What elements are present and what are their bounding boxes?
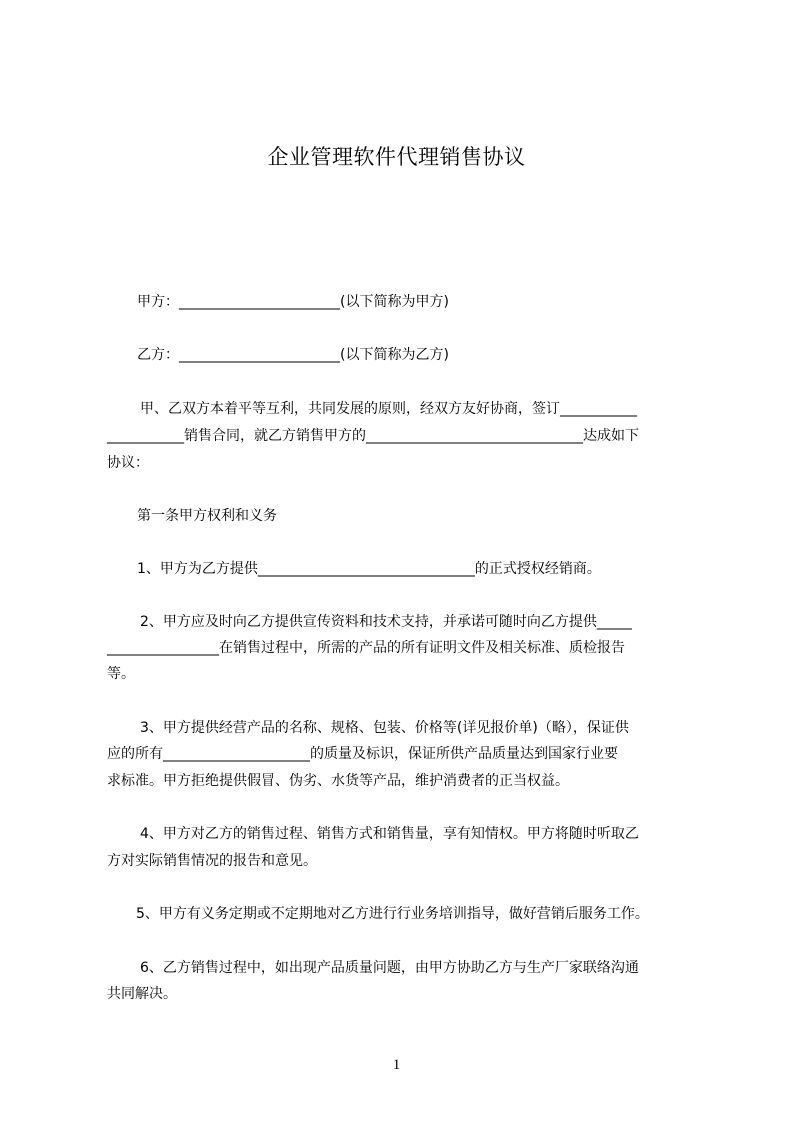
clause-6-line-1: 6、乙方销售过程中，如出现产品质量问题，由甲方协助乙方与生产厂家联络沟通: [140, 960, 639, 976]
intro-line-1: 甲、乙双方本着平等互利，共同发展的原则，经双方友好协商，签订___________: [140, 401, 637, 417]
clause-5-line-1: 5、甲方有义务定期或不定期地对乙方进行行业务培训指导，做好营销后服务工作。: [136, 906, 649, 922]
page-number: 1: [392, 1057, 401, 1073]
clause-2-line-2: ________________在销售过程中，所需的产品的所有证明文件及相关标准、质检报告: [107, 640, 625, 656]
clause-2-line-1: 2、甲方应及时向乙方提供宣传资料和技术支持，并承诺可随时向乙方提供_____: [140, 614, 632, 630]
clause-4-line-2: 方对实际销售情况的报告和意见。: [107, 853, 317, 869]
clause-4-line-1: 4、甲方对乙方的销售过程、销售方式和销售量，享有知情权。甲方将随时听取乙: [140, 826, 639, 842]
intro-line-3: 协议：: [107, 455, 149, 471]
clause-3-line-3: 求标准。甲方拒绝提供假冒、伪劣、水货等产品，维护消费者的正当权益。: [107, 773, 569, 789]
document-title: 企业管理软件代理销售协议: [267, 145, 526, 169]
clause-3-line-1: 3、甲方提供经营产品的名称、规格、包装、价格等(详见报价单)（略），保证供: [140, 720, 629, 736]
intro-line-2: ___________销售合同，就乙方销售甲方的_______________________________达成如下: [107, 428, 639, 444]
clause-6-line-2: 共同解决。: [107, 986, 177, 1002]
clause-2-line-3: 等。: [107, 666, 135, 682]
clause-3-line-2: 应的所有_____________________的质量及标识，保证所供产品质量达到国家行业要: [107, 746, 618, 762]
clause-1-line-1: 1、甲方为乙方提供_______________________________的正式授权经销商。: [137, 561, 601, 577]
party-a-line: 甲方：_______________________(以下简称为甲方): [137, 294, 449, 310]
party-b-line: 乙方：_______________________(以下简称为乙方): [137, 347, 449, 363]
article-1-heading: 第一条甲方权利和义务: [137, 508, 277, 524]
